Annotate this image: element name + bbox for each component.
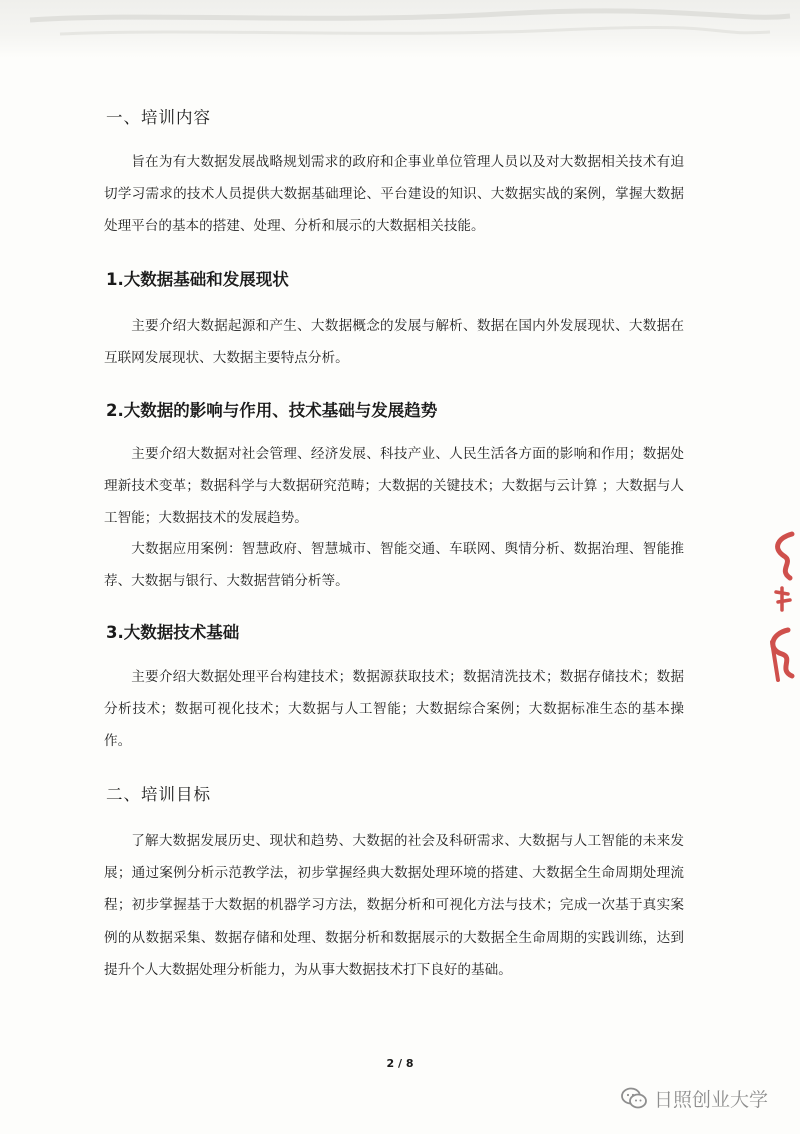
- topic-3-paragraph: 主要介绍大数据处理平台构建技术；数据源获取技术；数据清洗技术；数据存储技术；数据分析技术；数据可视化技术；大数据与人工智能；大数据综合案例；大数据标准生态的基本操作。: [104, 669, 684, 750]
- wechat-icon: [620, 1086, 648, 1110]
- topic-heading-1: 1.大数据基础和发展现状: [106, 270, 289, 289]
- training-content-intro: 旨在为有大数据发展战略规划需求的政府和企事业单位管理人员以及对大数据相关技术有迫切学习需求的技术人员提供大数据基础理论、平台建设的知识、大数据实战的案例，掌握大数据处理平台的基本的搭建、处理、分析和展示的大数据相关技能。: [104, 154, 684, 235]
- red-seal-stamp: [748, 530, 800, 690]
- page-number: 2 / 8: [386, 1057, 414, 1070]
- topic-heading-2: 2.大数据的影响与作用、技术基础与发展趋势: [106, 401, 438, 420]
- section-heading-training-content: 一、培训内容: [106, 108, 211, 127]
- topic-1-paragraph: 主要介绍大数据起源和产生、大数据概念的发展与解析、数据在国内外发展现状、大数据在互联网发展现状、大数据主要特点分析。: [104, 318, 684, 367]
- watermark-text: 日照创业大学: [654, 1088, 769, 1111]
- wechat-watermark: [620, 1085, 768, 1111]
- topic-2-paragraph-2: 大数据应用案例：智慧政府、智慧城市、智能交通、车联网、舆情分析、数据治理、智能推荐、大数据与银行、大数据营销分析等。: [104, 541, 684, 590]
- training-goals-body: 了解大数据发展历史、现状和趋势、大数据的社会及科研需求、大数据与人工智能的未来发展；通过案例分析示范教学法，初步掌握经典大数据处理环境的搭建、大数据全生命周期处理流程；初步掌握基于大数据的机器学习方法，数据分析和可视化方法与技术；完成一次基于真实案例的从数据采集、数据存储和处理、数据分析和数据展示的大数据全生命周期的实践训练，达到提升个人大数据处理分析能力，为从事大数据技术打下良好的基础。: [104, 833, 684, 978]
- topic-2-paragraph-1: 主要介绍大数据对社会管理、经济发展、科技产业、人民生活各方面的影响和作用；数据处理新技术变革；数据科学与大数据研究范畴；大数据的关键技术；大数据与云计算 ；大数据与人工智能；大数据技术的发展趋势。: [104, 446, 684, 527]
- topic-heading-3: 3.大数据技术基础: [106, 623, 240, 642]
- section-heading-training-goals: 二、培训目标: [106, 785, 211, 804]
